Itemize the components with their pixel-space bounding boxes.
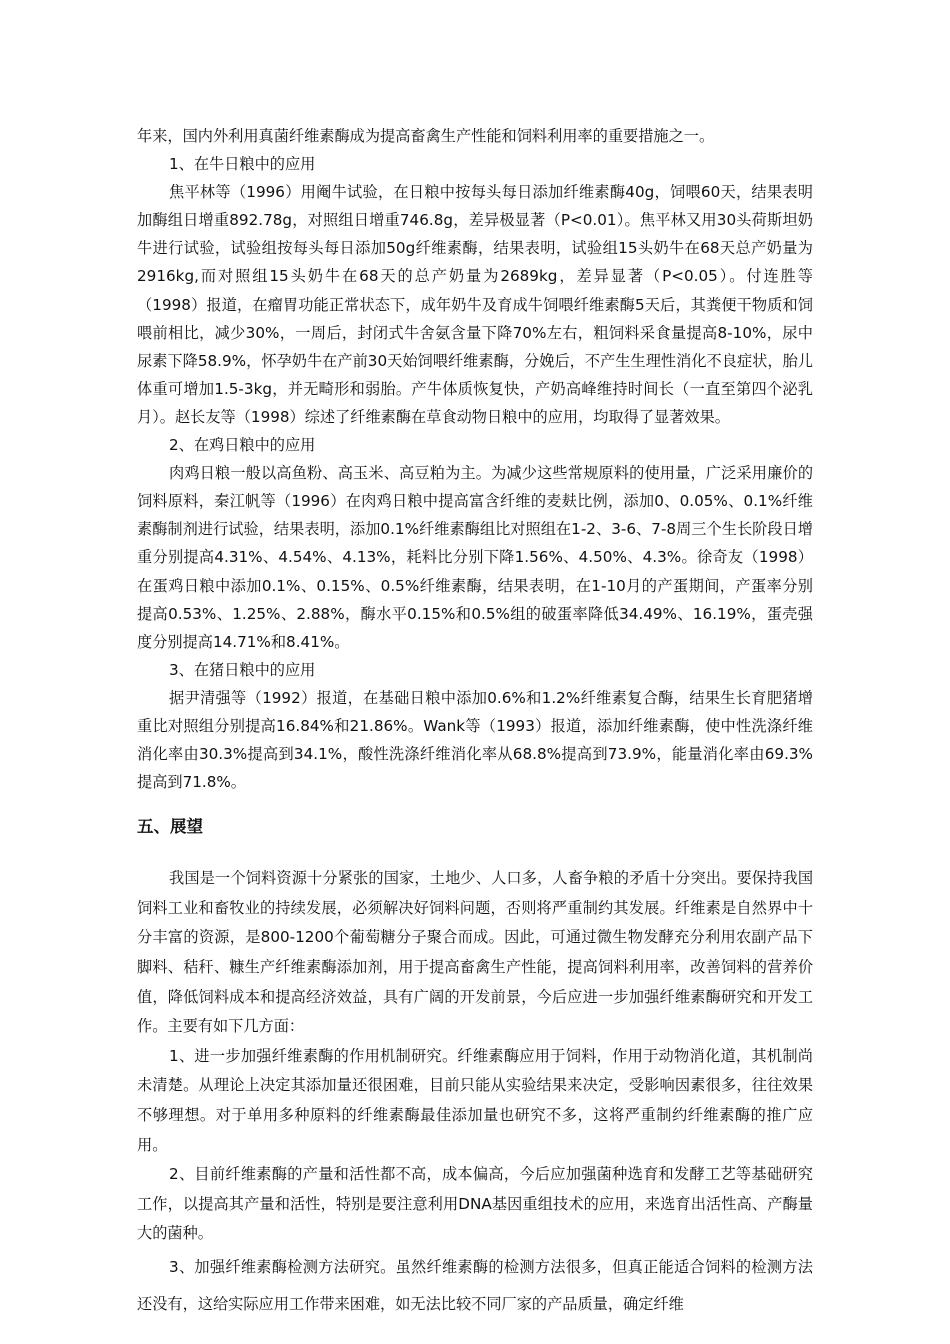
pig-section-heading: 3、在猪日粮中的应用 [169, 660, 316, 679]
document-body [137, 122, 813, 1323]
outlook-point-1-paragraph: 1、进一步加强纤维素酶的作用机制研究。纤维素酶应用于饲料，作用于动物消化道，其机制尚未清楚。从理论上决定其添加量还很困难，目前只能从实验结果来决定，受影响因素很多，往往效果不够理想。对于单用多种原料的纤维素酶最佳添加量也研究不多，这将严重制约纤维素酶的推广应用。 [137, 1046, 813, 1154]
cattle-section-heading: 1、在牛日粮中的应用 [169, 155, 316, 174]
intro-continuation-paragraph: 年来，国内外利用真菌纤维素酶成为提高畜禽生产性能和饲料利用率的重要措施之一。 [137, 127, 715, 145]
chicken-section-heading: 2、在鸡日粮中的应用 [169, 436, 316, 455]
outlook-point-3-paragraph: 3、加强纤维素酶检测方法研究。虽然纤维素酶的检测方法很多，但真正能适合饲料的检测方法还没有，这给实际应用工作带来困难，如无法比较不同厂家的产品质量，确定纤维 [137, 1257, 813, 1313]
outlook-intro-paragraph: 我国是一个饲料资源十分紧张的国家，土地少、人口多，人畜争粮的矛盾十分突出。要保持我国饲料工业和畜牧业的持续发展，必须解决好饲料问题，否则将严重制约其发展。纤维素是自然界中十分丰富的资源，是800-1200个葡萄糖分子聚合而成。因此，可通过微生物发酵充分利用农副产品下脚料、秸秆、糠生产纤维素酶添加剂，用于提高畜禽生产性能，提高饲料利用率，改善饲料的营养价值，降低饲料成本和提高经济效益，具有广阔的开发前景，今后应进一步加强纤维素酶研究和开发工作。主要有如下几方面： [137, 869, 813, 1036]
chicken-section-paragraph: 肉鸡日粮一般以高鱼粉、高玉米、高豆粕为主。为减少这些常规原料的使用量，广泛采用廉价的饲料原料，秦江帆等（1996）在肉鸡日粮中提高富含纤维的麦麸比例，添加0、0.05%、0.1%纤维素酶制剂进行试验，结果表明，添加0.1%纤维素酶组比对照组在1-2、3-6、7-8周三个生长阶段日增重分别提高4.31%、4.54%、4.13%，耗料比分别下降1.56%、4.50%、4.3%。徐奇友（1998）在蛋鸡日粮中添加0.1%、0.15%、0.5%纤维素酶，结果表明，在1-10月的产蛋期间，产蛋率分别提高0.53%、1.25%、2.88%，酶水平0.15%和0.5%组的破蛋率降低34.49%、16.19%，蛋壳强度分别提高14.71%和8.41%。 [137, 464, 813, 651]
outlook-point-2-paragraph: 2、目前纤维素酶的产量和活性都不高，成本偏高，今后应加强菌种选育和发酵工艺等基础研究工作，以提高其产量和活性，特别是要注意利用DNA基因重组技术的应用，来选育出活性高、产酶量大的菌种。 [137, 1165, 813, 1243]
cattle-section-paragraph: 焦平林等（1996）用阉牛试验，在日粮中按每头每日添加纤维素酶40g，饲喂60天，结果表明加酶组日增重892.78g，对照组日增重746.8g，差异极显著（P<0.01）。焦平林又用30头荷斯坦奶牛进行试验，试验组按每头每日添加50g纤维素酶，结果表明，试验组15头奶牛在68天总产奶量为2916kg,而对照组15头奶牛在68天的总产奶量为2689kg，差异显著（P<0.05）。付连胜等（1998）报道，在瘤胃功能正常状态下，成年奶牛及育成牛饲喂纤维素酶5天后，其粪便干物质和饲喂前相比，减少30%，一周后，封闭式牛舍氨含量下降70%左右，粗饲料采食量提高8-10%，尿中尿素下降58.9%，怀孕奶牛在产前30天始饲喂纤维素酶，分娩后，不产生生理性消化不良症状，胎儿体重可增加1.5-3kg，并无畸形和弱胎。产牛体质恢复快，产奶高峰维持时间长（一直至第四个泌乳月）。赵长友等（1998）综述了纤维素酶在草食动物日粮中的应用，均取得了显著效果。 [137, 183, 813, 426]
pig-section-paragraph: 据尹清强等（1992）报道，在基础日粮中添加0.6%和1.2%纤维素复合酶，结果生长育肥猪增重比对照组分别提高16.84%和21.86%。Wank等（1993）报道，添加纤维素酶，使中性洗涤纤维消化率由30.3%提高到34.1%，酸性洗涤纤维消化率从68.8%提高到73.9%，能量消化率由69.3%提高到71.8%。 [137, 688, 813, 792]
outlook-section-title: 五、展望 [137, 817, 203, 837]
